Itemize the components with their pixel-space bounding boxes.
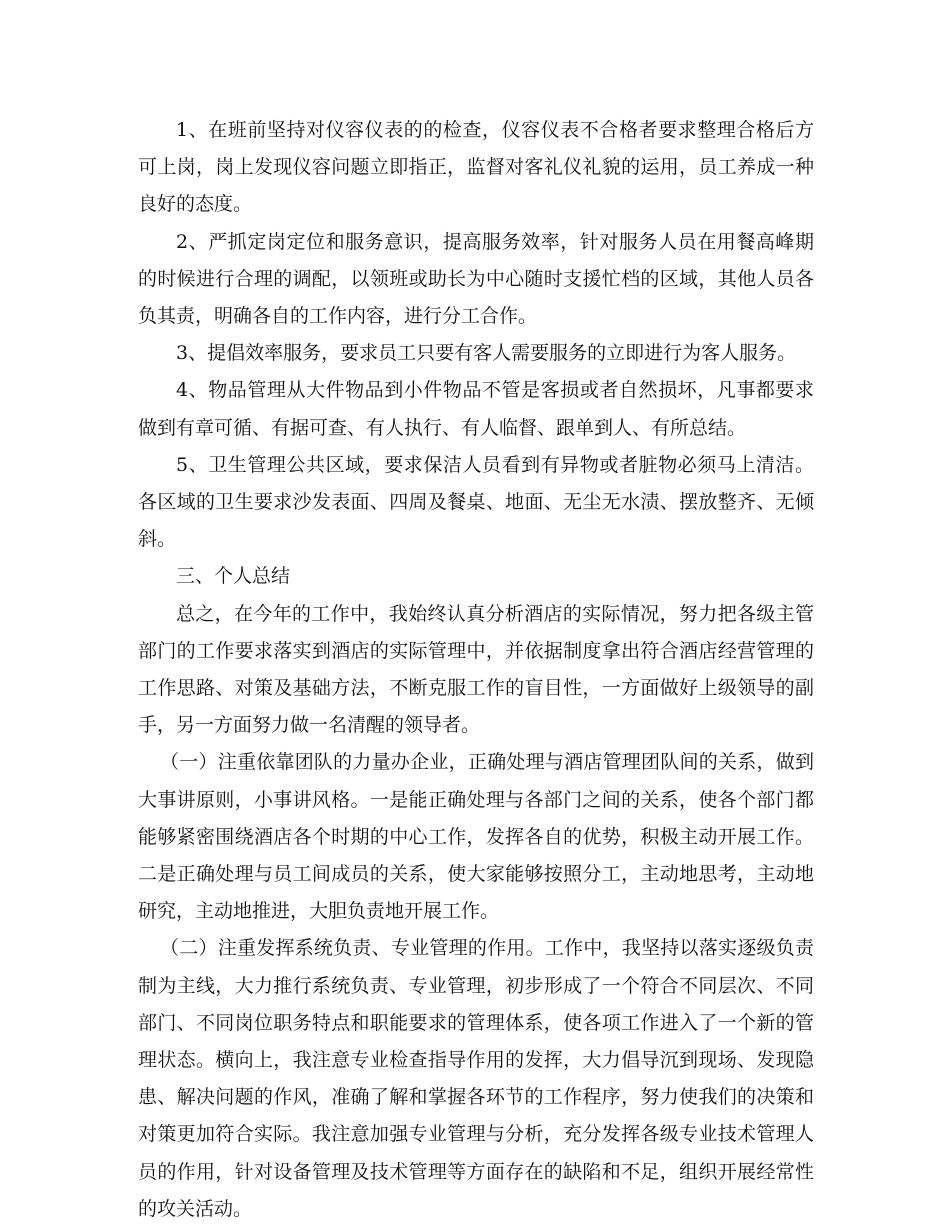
paragraph-summary: 总之，在今年的工作中，我始终认真分析酒店的实际情况，努力把各级主管部门的工作要求落实到酒店的实际管理中，并依据制度拿出符合酒店经营管理的工作思路、对策及基础方法，不断克服工作的盲目性，一方面做好上级领导的副手，另一方面努力做一名清醒的领导者。	[138, 602, 814, 737]
paragraph-subsection-2: （二）注重发挥系统负责、专业管理的作用。工作中，我坚持以落实逐级负责制为主线，大力推行系统负责、专业管理，初步形成了一个符合不同层次、不同部门、不同岗位职务特点和职能要求的管理体系，使各项工作进入了一个新的管理状态。横向上，我注意专业检查指导作用的发挥，大力倡导沉到现场、发现隐患、解决问题的作风，准确了解和掌握各环节的工作程序，努力使我们的决策和对策更加符合实际。我注意加强专业管理与分析，充分发挥各级专业技术管理人员的作用，针对设备管理及技术管理等方面存在的缺陷和不足，组织开展经常性的攻关活动。	[138, 937, 814, 1220]
document-page	[138, 112, 814, 1228]
paragraph-subsection-1: （一）注重依靠团队的力量办企业，正确处理与酒店管理团队间的关系，做到大事讲原则，小事讲风格。一是能正确处理与各部门之间的关系，使各个部门都能够紧密围绕酒店各个时期的中心工作，发挥各自的优势，积极主动开展工作。二是正确处理与员工间成员的关系，使大家能够按照分工，主动地思考，主动地研究，主动地推进，大胆负责地开展工作。	[138, 751, 814, 923]
section-heading-personal-summary: 三、个人总结	[176, 565, 291, 588]
paragraph-item-1: 1、在班前坚持对仪容仪表的的检查，仪容仪表不合格者要求整理合格后方可上岗，岗上发现仪容问题立即指正，监督对客礼仪礼貌的运用，员工养成一种良好的态度。	[138, 119, 814, 216]
paragraph-item-3: 3、提倡效率服务，要求员工只要有客人需要服务的立即进行为客人服务。	[176, 342, 797, 365]
paragraph-item-5: 5、卫生管理公共区域，要求保洁人员看到有异物或者脏物必须马上清洁。各区域的卫生要求沙发表面、四周及餐桌、地面、无尘无水渍、摆放整齐、无倾斜。	[138, 453, 814, 551]
paragraph-item-2: 2、严抓定岗定位和服务意识，提高服务效率，针对服务人员在用餐高峰期的时候进行合理的调配，以领班或助长为中心随时支援忙档的区域，其他人员各负其责，明确各自的工作内容，进行分工合作。	[138, 230, 814, 328]
paragraph-item-4: 4、物品管理从大件物品到小件物品不管是客损或者自然损坏，凡事都要求做到有章可循、有据可查、有人执行、有人临督、跟单到人、有所总结。	[138, 379, 814, 439]
